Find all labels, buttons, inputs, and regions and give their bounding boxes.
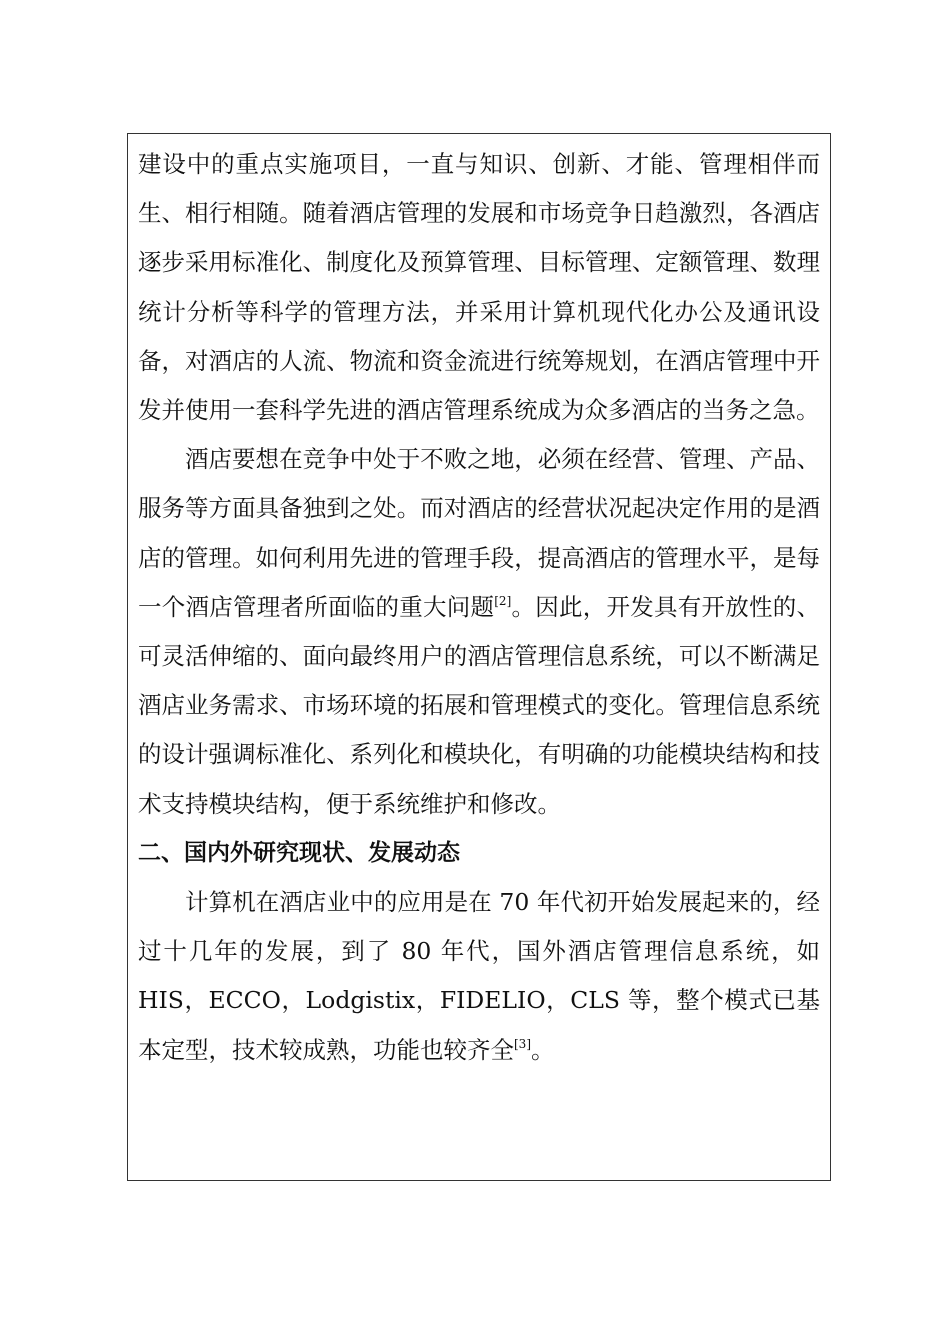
paragraph-competition bbox=[138, 435, 820, 829]
section-heading: 二、国内外研究现状、发展动态 bbox=[138, 839, 460, 866]
paragraph-research-text-b: 。 bbox=[531, 1035, 555, 1064]
paragraph-intro: 建设中的重点实施项目，一直与知识、创新、才能、管理相伴而生、相行相随。随着酒店管理的发展和市场竞争日趋激烈，各酒店逐步采用标准化、制度化及预算管理、目标管理、定额管理、数理统计分析等科学的管理方法，并采用计算机现代化办公及通讯设备，对酒店的人流、物流和资金流进行统筹规划，在酒店管理中开发并使用一套科学先进的酒店管理系统成为众多酒店的当务之急。 bbox=[138, 150, 820, 425]
citation-2: [2] bbox=[494, 593, 512, 608]
paragraph-competition-text-a: 酒店要想在竞争中处于不败之地，必须在经营、管理、产品、服务等方面具备独到之处。而对酒店的经营状况起决定作用的是酒店的管理。如何利用先进的管理手段，提高酒店的管理水平，是每一个酒店管理者所面临的重大问题 bbox=[138, 445, 820, 621]
paragraph-research-text-a: 计算机在酒店业中的应用是在 70 年代初开始发展起来的，经过十几年的发展，到了 80 年代，国外酒店管理信息系统，如 HIS，ECCO，Lodgistix，FIDELIO，CLS 等，整个模式已基本定型，技术较成熟，功能也较齐全 bbox=[138, 888, 820, 1064]
paragraph-competition-text-b: 。因此，开发具有开放性的、可灵活伸缩的、面向最终用户的酒店管理信息系统，可以不断满足酒店业务需求、市场环境的拓展和管理模式的变化。管理信息系统的设计强调标准化、系列化和模块化，有明确的功能模块结构和技术支持模块结构，便于系统维护和修改。 bbox=[138, 592, 820, 818]
citation-3: [3] bbox=[514, 1036, 531, 1051]
paragraph-research-status bbox=[138, 878, 820, 1075]
content-frame bbox=[127, 133, 831, 1181]
